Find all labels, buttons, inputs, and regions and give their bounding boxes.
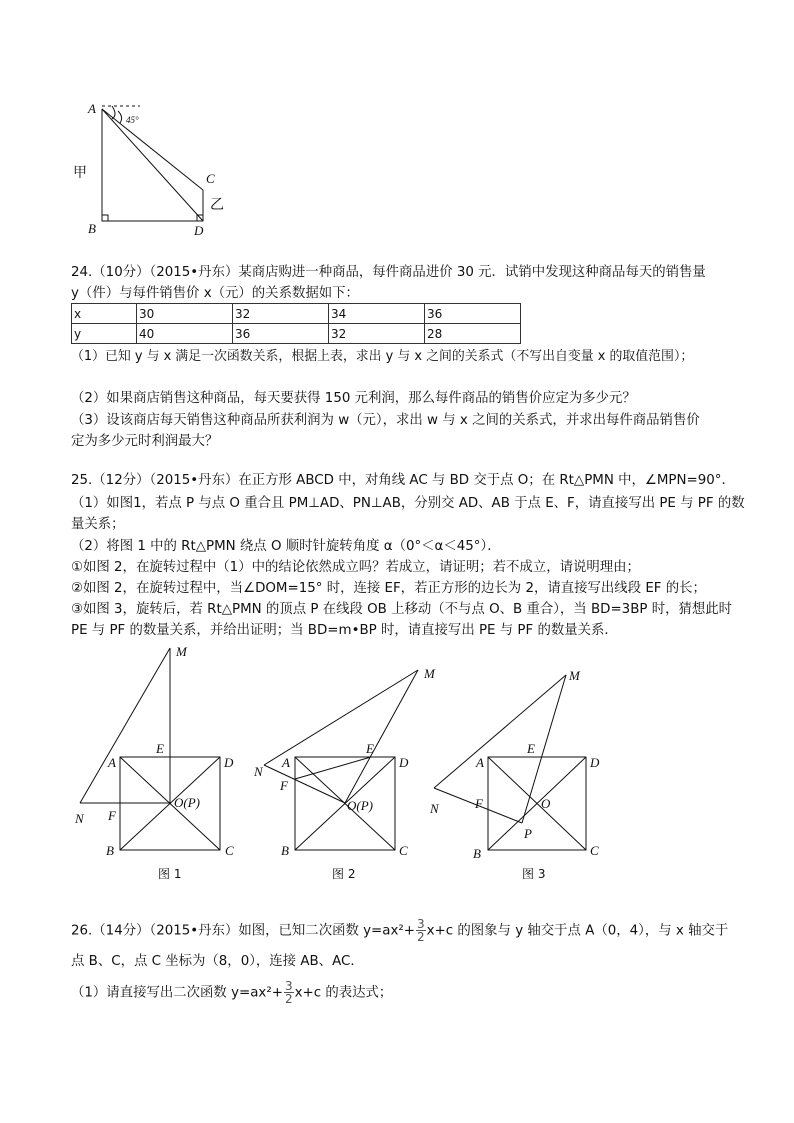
label-angle: 45° (126, 115, 139, 125)
label-p: P (524, 826, 532, 841)
label-e: E (527, 741, 535, 756)
segment-mn (80, 648, 170, 803)
q24-intro-2: y（件）与每件销售价 x（元）的关系数据如下： (71, 286, 359, 301)
figure-2 (248, 640, 433, 885)
label-b: B (281, 843, 289, 858)
q25-line-3: 量关系； (71, 517, 125, 532)
table-cell: 34 (329, 304, 425, 324)
q25-line-8: PE 与 PF 的数量关系，并给出证明；当 BD=m•BP 时，请直接写出 PE 与 PF 的数量关系． (71, 623, 618, 638)
q26-line-1 (71, 918, 728, 943)
q26-line-1-a: 26.（14分）（2015•丹东）如图，已知二次函数 y=ax²+ (71, 923, 415, 939)
label-f: F (475, 796, 483, 811)
q25-line-7: ③如图 3，旋转后，若 Rt△PMN 的顶点 P 在线段 OB 上移动（不与点 O、B 重合），当 BD=3BP 时，猜想此时 (71, 602, 733, 617)
q24-part-3a: （3）设该商店每天销售这种商品所获利润为 w（元），求出 w 与 x 之间的关系式，并求出每件商品销售价 (71, 413, 700, 428)
label-e: E (366, 741, 374, 756)
segment-pm (345, 670, 418, 803)
table-row (72, 324, 521, 344)
label-a: A (476, 755, 484, 770)
q24-table (71, 303, 521, 344)
q25-line-4: （2）将图 1 中的 Rt△PMN 绕点 O 顺时针旋转角度 α（0°＜α＜45°）． (71, 539, 501, 554)
table-cell: 40 (137, 324, 233, 344)
table-cell: 36 (233, 324, 329, 344)
label-a: A (88, 101, 96, 116)
q26-line-3-a: （1）请直接写出二次函数 y=ax²+ (71, 985, 283, 1001)
q26-line-1-b: x+c 的图象与 y 轴交于点 A（0，4），与 x 轴交于 (426, 923, 729, 939)
figure-2-caption: 图 2 (332, 867, 356, 881)
table-cell: 32 (233, 304, 329, 324)
label-d: D (224, 755, 234, 770)
top-figure (60, 95, 240, 240)
q25-line-1: 25.（12分）（2015•丹东）在正方形 ABCD 中，对角线 AC 与 BD 交于点 O；在 Rt△PMN 中，∠MPN=90°． (71, 473, 735, 488)
figure-1-caption: 图 1 (158, 867, 182, 881)
label-op: O(P) (174, 795, 200, 810)
figure-1 (70, 640, 250, 885)
label-n: N (75, 811, 84, 826)
label-c: C (590, 843, 599, 858)
label-b: B (88, 221, 96, 236)
table-row (72, 304, 521, 324)
table-cell: 36 (425, 304, 521, 324)
segment-mn (264, 670, 418, 765)
table-cell: 28 (425, 324, 521, 344)
label-d: D (590, 755, 600, 770)
label-f: F (108, 808, 116, 823)
q24-part-2: （2）如果商店销售这种商品，每天要获得 150 元利润，那么每件商品的销售价应定为多少元？ (71, 391, 636, 406)
label-b: B (106, 843, 114, 858)
fraction (284, 980, 294, 1005)
label-c: C (225, 843, 234, 858)
label-jia: 甲 (73, 165, 87, 181)
label-f: F (280, 778, 288, 793)
label-d: D (194, 223, 204, 238)
angle-arc-2 (118, 111, 122, 123)
fraction-denominator: 2 (416, 930, 425, 944)
label-c: C (399, 843, 408, 858)
segment-ac (102, 109, 203, 190)
q24-intro-1: 24.（10分）（2015•丹东）某商店购进一种商品，每件商品进价 30 元．试销中发现这种商品每天的销售量 (71, 265, 706, 280)
q24-part-3b: 定为多少元时利润最大？ (71, 434, 219, 449)
segment-pn (264, 765, 345, 803)
label-c: C (206, 171, 215, 186)
label-a: A (108, 755, 116, 770)
q26-line-2: 点 B、C，点 C 坐标为（8，0），连接 AB、AC． (71, 954, 364, 969)
q26-line-3 (71, 980, 392, 1005)
q25-line-2: （1）如图1，若点 P 与点 O 重合且 PM⊥AD、PN⊥AB，分别交 AD、AB 于点 E、F，请直接写出 PE 与 PF 的数 (71, 496, 745, 511)
label-o: O (541, 796, 551, 811)
q26-line-3-b: x+c 的表达式； (294, 985, 393, 1001)
table-cell: y (72, 324, 137, 344)
table-cell: 32 (329, 324, 425, 344)
right-angle-b (102, 215, 108, 221)
label-m: M (424, 666, 435, 681)
label-n: N (430, 801, 439, 816)
label-d: D (399, 755, 409, 770)
figure-3 (425, 640, 605, 885)
fraction (416, 918, 426, 943)
label-m: M (176, 644, 187, 659)
label-op: O(P) (347, 798, 373, 813)
fraction-numerator: 3 (416, 917, 425, 931)
label-yi: 乙 (210, 197, 224, 213)
table-cell: 30 (137, 304, 233, 324)
fraction-denominator: 2 (284, 992, 293, 1006)
q24-part-1: （1）已知 y 与 x 满足一次函数关系，根据上表，求出 y 与 x 之间的关系式（不写出自变量 x 的取值范围）； (71, 349, 694, 364)
q25-line-5: ①如图 2，在旋转过程中（1）中的结论依然成立吗？若成立，请证明；若不成立，请说明理由； (71, 560, 640, 575)
label-a: A (282, 755, 290, 770)
table-cell: x (72, 304, 137, 324)
segment-mn (434, 675, 566, 788)
label-e: E (156, 741, 164, 756)
fraction-numerator: 3 (284, 979, 293, 993)
segment-ad (102, 109, 203, 221)
label-b: B (473, 846, 481, 861)
q25-line-6: ②如图 2，在旋转过程中，当∠DOM=15° 时，连接 EF，若正方形的边长为 2，请直接写出线段 EF 的长； (71, 581, 706, 596)
label-m: M (569, 668, 580, 683)
label-n: N (254, 764, 263, 779)
figure-3-caption: 图 3 (522, 867, 546, 881)
